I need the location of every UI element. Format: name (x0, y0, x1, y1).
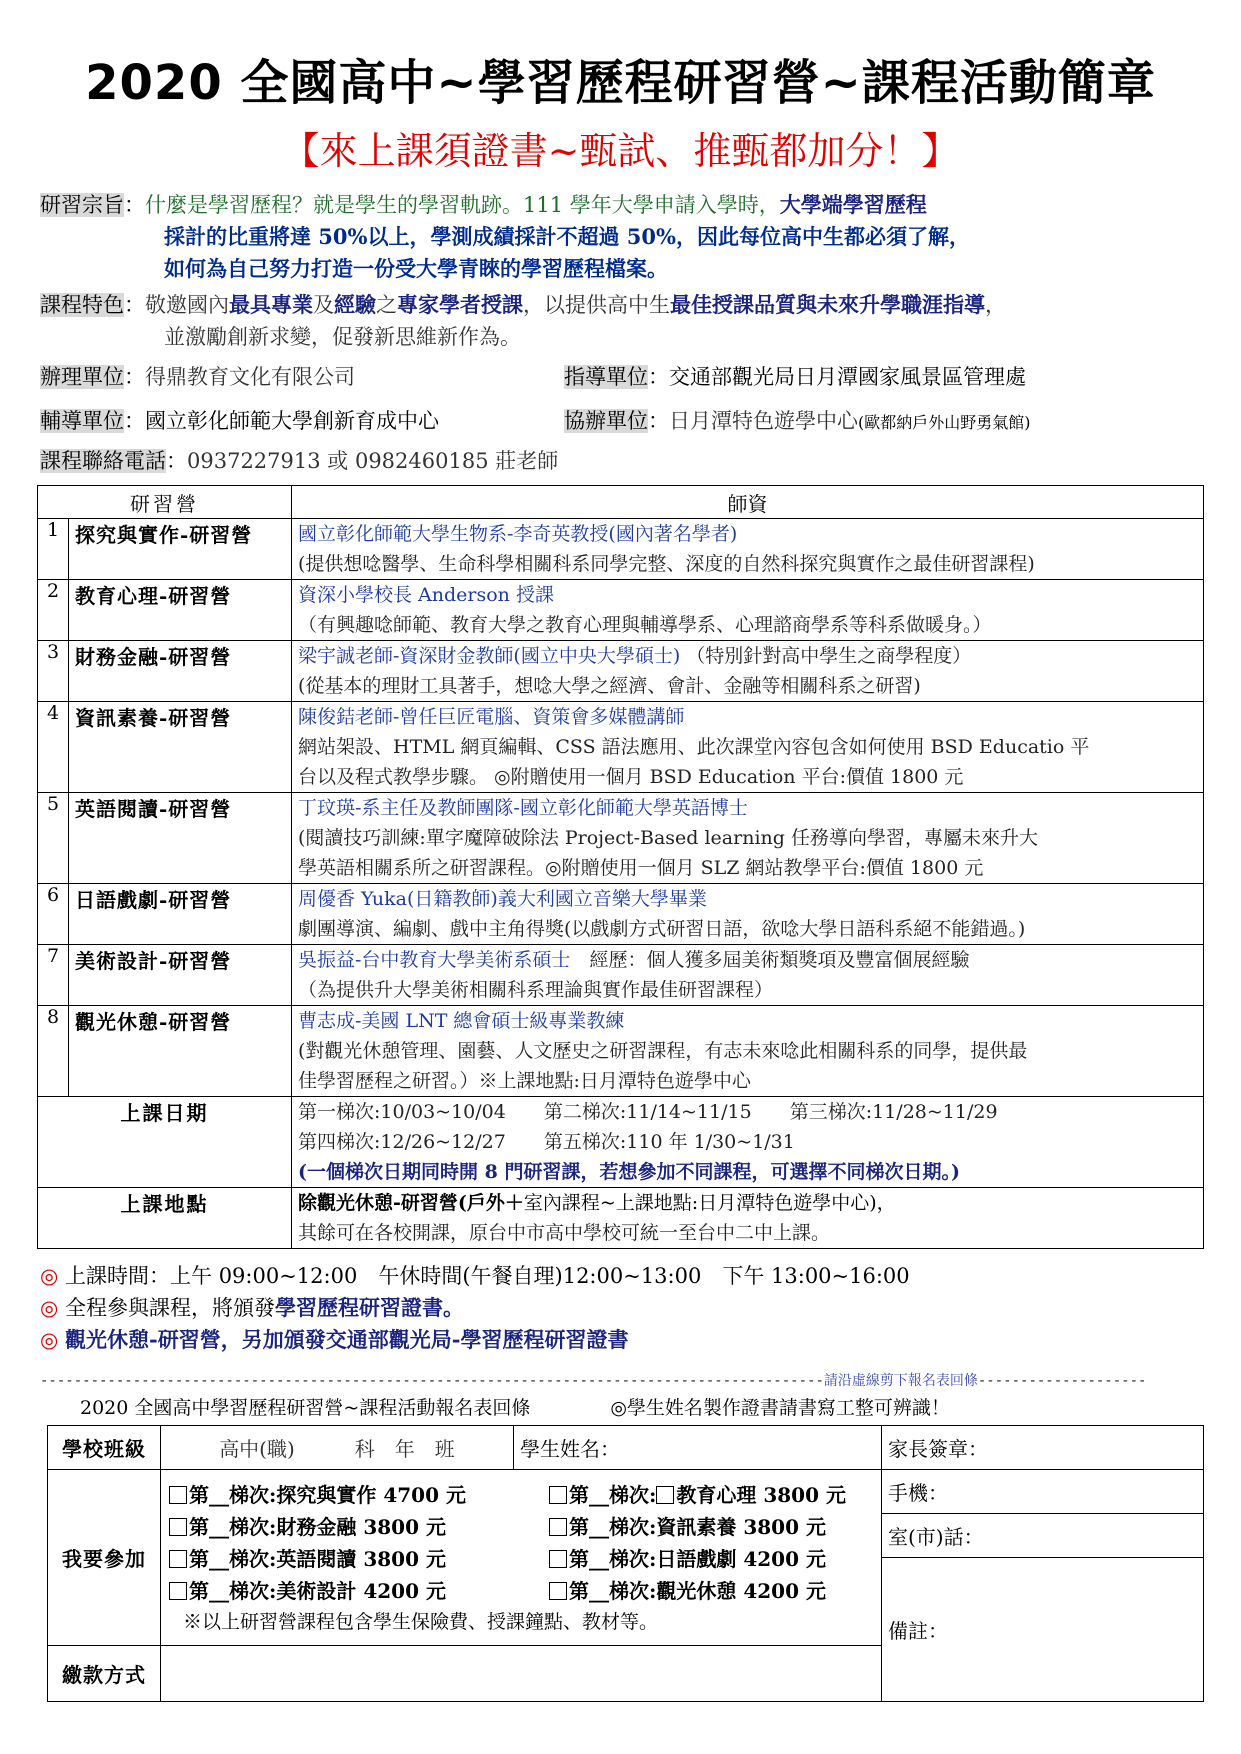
place-row (38, 1188, 1204, 1249)
date-row (38, 1097, 1204, 1188)
table-row (38, 702, 1204, 793)
table-row (38, 580, 1204, 641)
table-row (38, 884, 1204, 945)
reg-header (80, 1393, 950, 1420)
features-text: 及 (313, 293, 334, 317)
date-cell (292, 1097, 1204, 1188)
bullet-icon: ◎ (40, 1264, 59, 1288)
camp-name: 財務金融-研習營 (69, 641, 292, 702)
note-emphasis: 觀光休憩-研習營，另加頒發交通部觀光局-學習歷程研習證書 (65, 1327, 629, 1352)
option-info[interactable] (549, 1515, 826, 1539)
option-inquiry[interactable] (169, 1479, 549, 1511)
bullet-icon: ◎ (40, 1328, 59, 1352)
host-label: 辦理單位 (40, 365, 124, 389)
table-row (38, 519, 1204, 580)
checkbox[interactable] (549, 1518, 567, 1536)
course-table (37, 485, 1204, 1249)
table-row (38, 1006, 1204, 1097)
guide-label: 指導單位 (564, 365, 648, 389)
teacher-name: 吳振益-台中教育大學美術系碩士 (298, 949, 571, 971)
option-row (169, 1511, 873, 1543)
features-text: 經驗 (334, 292, 376, 317)
teacher-line: (從基本的理財工具著手，想唸大學之經濟、會計、金融等相關科系之研習) (298, 675, 921, 697)
camp-name: 日語戲劇-研習營 (69, 884, 292, 945)
place-cell (292, 1188, 1204, 1249)
features-text: 敬邀國內 (145, 293, 229, 317)
page-subtitle: 【來上課須證書~甄試、推甄都加分！】 (281, 129, 960, 173)
teacher-line: （為提供升大學美術相關科系理論與實作最佳研習課程） (298, 979, 774, 1001)
contact-label: 課程聯絡電話 (40, 449, 166, 473)
parent-signature-field[interactable]: 家長簽章： (882, 1426, 1204, 1470)
place-label: 上課地點 (38, 1188, 292, 1249)
teacher-cell (292, 702, 1204, 793)
option-label: 第__梯次:財務金融 3800 元 (189, 1514, 446, 1539)
row-number: 1 (38, 519, 69, 580)
features-label: 課程特色 (40, 293, 124, 317)
row-number: 7 (38, 945, 69, 1006)
course-options (161, 1470, 882, 1646)
header-camp: 研習營 (38, 486, 292, 519)
row-number: 6 (38, 884, 69, 945)
option-education[interactable] (549, 1483, 846, 1507)
guide-value: 交通部觀光局日月潭國家風景區管理處 (669, 365, 1026, 389)
dashes: --------------------------------------------------------------------------------------------- (40, 1373, 824, 1389)
option-row (169, 1575, 873, 1607)
row-number: 8 (38, 1006, 69, 1097)
option-tourism[interactable] (549, 1579, 826, 1603)
teacher-line: 陳俊銡老師-曾任巨匠電腦、資策會多媒體講師 (298, 706, 685, 728)
teacher-cell (292, 945, 1204, 1006)
option-row (169, 1479, 873, 1511)
table-header-row (38, 486, 1204, 519)
option-label: 第__梯次:日語戲劇 4200 元 (569, 1546, 826, 1571)
camp-name: 教育心理-研習營 (69, 580, 292, 641)
teacher-line: 台以及程式教學步驟。 ◎附贈使用一個月 BSD Education 平台:價值 1800 元 (298, 766, 964, 788)
contact-row: 課程聯絡電話：0937227913 或 0982460185 莊老師 (40, 449, 559, 473)
host-value: 得鼎教育文化有限公司 (145, 365, 355, 389)
checkbox[interactable] (169, 1518, 187, 1536)
session-3: 第三梯次:11/28~11/29 (789, 1101, 998, 1123)
teacher-line: 劇團導演、編劇、戲中主角得獎(以戲劇方式研習日語，欲唸大學日語科系絕不能錯過。) (298, 918, 1026, 940)
teacher-line: (提供想唸醫學、生命科學相關科系同學完整、深度的自然科探究與實作之最佳研習課程) (298, 553, 1035, 575)
host-row: 辦理單位：得鼎教育文化有限公司 (40, 365, 355, 389)
reg-row-join-1 (48, 1470, 1204, 1514)
purpose-text-1a: 什麼是學習歷程？就是學生的學習軌跡。111 學年大學申請入學時， (145, 193, 780, 217)
teacher-cell (292, 580, 1204, 641)
date-line-2 (298, 1127, 1197, 1157)
purpose-line-1: 研習宗旨：什麼是學習歷程？就是學生的學習軌跡。111 學年大學申請入學時，大學端學習歷程 (40, 192, 927, 217)
date-label: 上課日期 (38, 1097, 292, 1188)
teacher-line (298, 945, 1197, 975)
option-finance[interactable] (169, 1511, 549, 1543)
teacher-cell (292, 793, 1204, 884)
note-text: 全程參與課程，將頒發 (65, 1296, 276, 1320)
features-line-1: 課程特色：敬邀國內最具專業及經驗之專家學者授課，以提供高中生最佳授課品質與未來升學職涯指導， (40, 292, 1006, 317)
option-label: 教育心理 3800 元 (676, 1482, 846, 1507)
row-number: 5 (38, 793, 69, 884)
student-name-field[interactable]: 學生姓名： (514, 1426, 882, 1470)
teacher-name: 梁宇誠老師-資深財金教師(國立中央大學碩士) (298, 645, 681, 667)
option-label: 第__梯次: (569, 1482, 657, 1507)
note-emphasis: 學習歷程研習證書。 (275, 1295, 465, 1320)
teacher-line: (閱讀技巧訓練:單字魔障破除法 Project-Based learning 任務導向學習，專屬未來升大 (298, 827, 1038, 849)
purpose-text-1b: 大學端學習歷程 (779, 192, 927, 217)
camp-name: 英語閱讀-研習營 (69, 793, 292, 884)
session-5: 第五梯次:110 年 1/30~1/31 (543, 1131, 795, 1153)
checkbox[interactable] (549, 1582, 567, 1600)
place-strong-2: (戶外＋ (457, 1192, 524, 1214)
phone-field[interactable]: 室(市)話： (882, 1514, 1204, 1558)
co-value: 日月潭特色遊學中心 (669, 409, 858, 433)
contact-value: 0937227913 或 0982460185 莊老師 (187, 449, 559, 473)
option-japanese[interactable] (549, 1547, 826, 1571)
teacher-line: 佳學習歷程之研習。）※上課地點:日月潭特色遊學中心 (298, 1070, 751, 1092)
session-2: 第二梯次:11/14~11/15 (543, 1101, 752, 1123)
purpose-line-3: 如何為自己努力打造一份受大學青睞的學習歷程檔案。 (164, 256, 668, 281)
class-label: 學校班級 (48, 1426, 161, 1470)
features-text: ， (985, 293, 1006, 317)
reg-note: ◎學生姓名製作證書請書寫工整可辨識！ (610, 1397, 950, 1419)
cut-line (40, 1370, 1205, 1390)
teacher-cell (292, 641, 1204, 702)
mobile-field[interactable]: 手機： (882, 1470, 1204, 1514)
reg-row-class (48, 1426, 1204, 1470)
teacher-line: 丁玟瑛-系主任及教師團隊-國立彰化師範大學英語博士 (298, 797, 748, 819)
checkbox[interactable] (169, 1550, 187, 1568)
features-text: ，以提供高中生 (523, 293, 670, 317)
note-1 (40, 1260, 910, 1292)
teacher-line: 國立彰化師範大學生物系-李奇英教授(國內著名學者) (298, 523, 738, 545)
camp-name: 資訊素養-研習營 (69, 702, 292, 793)
note-2 (40, 1292, 464, 1324)
guide-row: 指導單位：交通部觀光局日月潭國家風景區管理處 (564, 365, 1026, 389)
note-3 (40, 1324, 628, 1356)
payment-label: 繳款方式 (48, 1646, 161, 1702)
registration-form (47, 1425, 1204, 1702)
features-text: 專家學者授課 (397, 292, 523, 317)
features-text: 最具專業 (229, 292, 313, 317)
checkbox[interactable] (656, 1486, 674, 1504)
teacher-line: 學英語相關系所之研習課程。◎附贈使用一個月 SLZ 網站教學平台:價值 1800 元 (298, 857, 984, 879)
features-text: 之 (376, 293, 397, 317)
features-text: 最佳授課品質與未來升學職涯指導 (670, 292, 985, 317)
option-label: 第__梯次:英語閱讀 3800 元 (189, 1546, 446, 1571)
teacher-line: 周優香 Yuka(日籍教師)義大利國立音樂大學畢業 (298, 888, 707, 910)
co-row: 協辦單位：日月潭特色遊學中心(歐都納戶外山野勇氣館) (564, 409, 1031, 433)
option-label: 第__梯次:資訊素養 3800 元 (569, 1514, 826, 1539)
reg-footnote: ※以上研習營課程包含學生保險費、授課鐘點、教材等。 (183, 1610, 659, 1633)
assist-row: 輔導單位：國立彰化師範大學創新育成中心 (40, 409, 439, 433)
session-1: 第一梯次:10/03~10/04 (298, 1101, 506, 1123)
teacher-line: 網站架設、HTML 網頁編輯、CSS 語法應用、此次課堂內容包含如何使用 BSD Educatio 平 (298, 736, 1090, 758)
row-number: 4 (38, 702, 69, 793)
option-english[interactable] (169, 1543, 549, 1575)
features-line-2: 並激勵創新求變，促發新思維新作為。 (164, 325, 521, 349)
purpose-label: 研習宗旨 (40, 193, 124, 217)
teacher-extra: （特別針對高中學生之商學程度） (686, 645, 972, 667)
table-row (38, 945, 1204, 1006)
join-label: 我要參加 (48, 1470, 161, 1646)
teacher-extra: 經歷：個人獲多屆美術類獎項及豐富個展經驗 (589, 949, 970, 971)
purpose-line-2: 採計的比重將達 50%以上，學測成績採計不超過 50%，因此每位高中生都必須了解， (164, 224, 970, 249)
camp-name: 觀光休憩-研習營 (69, 1006, 292, 1097)
camp-name: 美術設計-研習營 (69, 945, 292, 1006)
remark-field[interactable]: 備註： (882, 1558, 1204, 1702)
date-line-1 (298, 1097, 1197, 1127)
table-row (38, 793, 1204, 884)
date-note: (一個梯次日期同時開 8 門研習課，若想參加不同課程，可選擇不同梯次日期。) (298, 1161, 960, 1183)
assist-value: 國立彰化師範大學創新育成中心 (145, 409, 439, 433)
page-title: 2020 全國高中~學習歷程研習營~課程活動簡章 (85, 55, 1156, 111)
option-art[interactable] (169, 1575, 549, 1607)
teacher-line: 資深小學校長 Anderson 授課 (298, 584, 554, 606)
table-row (38, 641, 1204, 702)
row-number: 3 (38, 641, 69, 702)
place-text: 室內課程~上課地點:日月潭特色遊學中心)， (523, 1192, 896, 1214)
option-row (169, 1543, 873, 1575)
checkbox[interactable] (169, 1582, 187, 1600)
teacher-cell (292, 884, 1204, 945)
checkbox[interactable] (549, 1486, 567, 1504)
teacher-cell (292, 1006, 1204, 1097)
option-label: 第__梯次:美術設計 4200 元 (189, 1578, 446, 1603)
option-label: 第__梯次:探究與實作 4700 元 (189, 1482, 466, 1507)
option-label: 第__梯次:觀光休憩 4200 元 (569, 1578, 826, 1603)
teacher-line: （有興趣唸師範、教育大學之教育心理與輔導學系、心理諮商學系等科系做暖身。） (298, 614, 992, 636)
session-4: 第四梯次:12/26~12/27 (298, 1131, 506, 1153)
co-label: 協辦單位 (564, 409, 648, 433)
payment-field[interactable] (161, 1646, 882, 1702)
teacher-line: (對觀光休憩管理、園藝、人文歷史之研習課程，有志未來唸此相關科系的同學，提供最 (298, 1040, 1028, 1062)
row-number: 2 (38, 580, 69, 641)
dashes: -------------------- (977, 1373, 1147, 1389)
class-field[interactable]: 高中(職) 科 年 班 (161, 1426, 514, 1470)
camp-name: 探究與實作-研習營 (69, 519, 292, 580)
checkbox[interactable] (549, 1550, 567, 1568)
place-strong: 除觀光休憩-研習營 (298, 1192, 458, 1214)
teacher-line (298, 641, 1197, 671)
assist-label: 輔導單位 (40, 409, 124, 433)
header-teacher: 師資 (292, 486, 1204, 519)
teacher-line: 曹志成-美國 LNT 總會碩士級專業教練 (298, 1010, 625, 1032)
note-text: 上課時間：上午 09:00~12:00 午休時間(午餐自理)12:00~13:00 下午 13:00~16:00 (65, 1264, 910, 1288)
bullet-icon: ◎ (40, 1296, 59, 1320)
checkbox[interactable] (169, 1486, 187, 1504)
place-line-2: 其餘可在各校開課，原台中市高中學校可統一至台中二中上課。 (298, 1222, 831, 1244)
reg-title: 2020 全國高中學習歷程研習營~課程活動報名表回條 (80, 1397, 531, 1419)
place-line-1 (298, 1188, 1197, 1218)
cut-label: 請沿虛線剪下報名表回條 (823, 1373, 978, 1389)
teacher-cell (292, 519, 1204, 580)
co-value-small: (歐都納戶外山野勇氣館) (858, 413, 1031, 432)
